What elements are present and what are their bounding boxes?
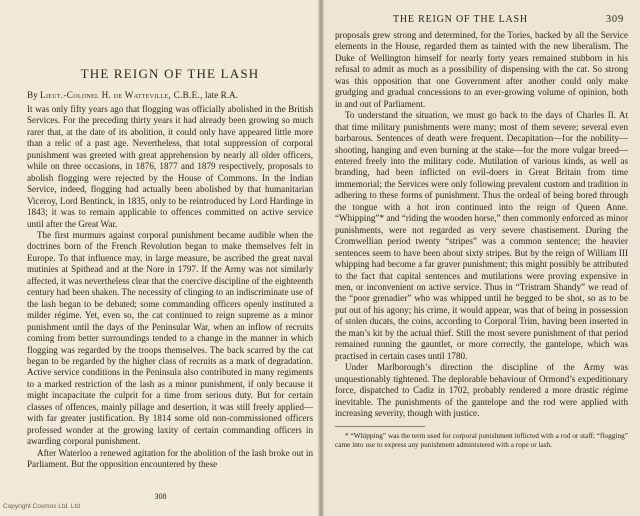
page-number-left: 308	[154, 492, 167, 501]
byline	[27, 90, 313, 100]
book-gutter	[318, 0, 324, 516]
footnote: * “Whipping” was the term used for corporal punishment inflicted with a rod or staff; “flogging” came into use to express any punishment administered with a rope or lash.	[335, 431, 628, 450]
footnote-rule	[335, 426, 425, 427]
page-number-right: 309	[605, 14, 624, 25]
byline-prefix: By	[27, 90, 41, 100]
paragraph: The first murmurs against corporal punishment became audible when the doctrines born of the French Revolution began to make themselves felt in Europe. To that influence may, in large measure, be ascribed the great naval mutinies at Spithead and at the Nore in 1797. If the Army was not similarly affected, it was nevertheless clear that the coercive discipline of the eighteenth century had been shaken. The necessity of clinging to an indiscriminate use of the lash began to be debated; some commanding officers openly instituted a milder régime. Yet, even so, the cat continued to reign supreme as a minor punishment until the days of the Peninsular War, when an inflow of recruits coming from better surroundings tended to a change in the manner in which flogging was regarded by the troops themselves. The back scarred by the cat began to be regarded by the higher class of recruits as a mark of degradation. Active service conditions in the Peninsula also contributed in many regiments to a marked restriction of the lash as a minor punishment, if only because it might incapacitate the culprit for a time from serious duty. But for certain classes of offences, mainly pillage and desertion, it was still freely applied—with far greater justification. By 1814 some old non-commissioned officers professed wonder at the growing laxity of certain commanding officers in awarding corporal punishment.	[27, 229, 313, 447]
paragraph: To understand the situation, we must go back to the days of Charles II. At that time military punishments were many; most of them severe; several even barbarous. Sentences of death were frequent. Decapitation—for the nobility—shooting, hanging and even burning at the stake—for the more vulgar breed—entered freely into the military code. Mutilation of various kinds, as well as branding, had been inflicted on evil-doers in Great Britain from time immemorial; the Services were only following prevalent custom and tradition in adhering to these forms of punishment. Thus the ordeal of being bored through the tongue with a hot iron continued into the reign of Queen Anne. “Whipping”* and “riding the wooden horse,” then commonly enforced as minor punishments, were not regarded as very severe chastisement. During the Cromwellian period twenty “stripes” was a common sentence; the heavier sentences seem to have been about sixty stripes. But by the reign of William III whipping had become a far graver punishment; this might possibly be attributed to the fact that capital sentences and mutilations were proving expensive in men, or inconvenient on active service. Thus in “Tristram Shandy” we read of the “poor grenadier” who was whipped until he begged to be shot, so as to be put out of his agony; his crime, it would appear, was that of being in possession of stolen ducats, the coins, according to Corporal Trim, having been inserted in the man’s kit by the actual thief. Still the most severe punishment of that period remained running the gauntlet, or more correctly, the gantelope, which was practised in certain cases until 1780.	[335, 110, 628, 361]
article-title: THE REIGN OF THE LASH	[80, 66, 260, 81]
paragraph: After Waterloo a renewed agitation for the abolition of the lash broke out in Parliament. But the opposition encountered by these	[27, 447, 313, 470]
paragraph: It was only fifty years ago that flogging was officially abolished in the British Services. For the preceding thirty years it had already been growing so much rarer that, at the date of its abolition, it could only have appeared little more than a relic of a past age. Nevertheless, that total suppression of corporal punishment was greeted with great apprehension by nearly all older officers, while on three occasions, in 1876, 1877 and 1879 respectively, proposals to abolish flogging were rejected by the House of Commons. In the Indian Service, indeed, flogging had actually been abolished by that humanitarian Viceroy, Lord Bentinck, in 1835, only to be reintroduced by Lord Hardinge in 1843; it was to remain applicable to offences committed on active service until after the Great War.	[27, 104, 313, 229]
byline-author: Lieut.-Colonel H. de Watteville, C.B.E.,	[40, 90, 203, 100]
right-page	[321, 0, 640, 516]
running-head: THE REIGN OF THE LASH	[393, 14, 528, 25]
byline-suffix: late R.A.	[202, 90, 238, 100]
watermark: Copyright Cosmos Ltd. Ltd	[3, 503, 80, 510]
running-header	[335, 14, 628, 30]
paragraph: proposals grew strong and determined, for the Tories, backed by all the Service elements in the House, regarded them as tainted with the new liberalism. The Duke of Wellington himself for nearly forty years remained stubborn in his refusal to admit as much as a possibility of dispensing with the cat. So strong was this opposition that one Government after another could only make grudging and gradual concessions to an ever-growing volume of opinion, both in and out of Parliament.	[335, 30, 628, 109]
paragraph: Under Marlborough’s direction the discipline of the Army was unquestionably tightened. The deplorable behaviour of Ormond’s expeditionary force, dispatched to Cadiz in 1702, probably rendered a more drastic régime inevitable. The punishments of the gantelope and the rod were applied with increasing severity, though with justice.	[335, 362, 628, 418]
